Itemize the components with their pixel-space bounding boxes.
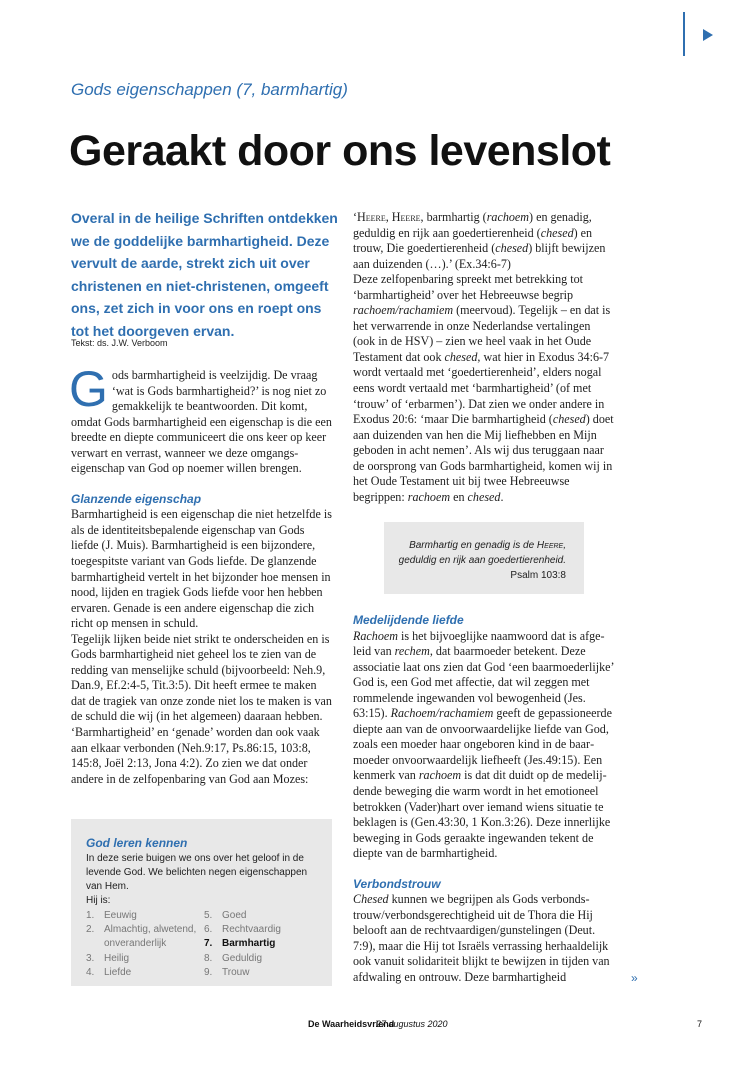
list-item: 8. Geduldig (204, 952, 263, 964)
list-item: 3. Heilig (86, 952, 130, 964)
page-number: 7 (697, 1019, 703, 1029)
list-item: 6. Rechtvaardig (204, 924, 281, 936)
pull-quote-line: geduldig en rijk aan goedertierenheid. (398, 555, 566, 566)
intro-paragraph: Gods barmhartigheid is veelzijdig. De vraag ‘wat is Gods barmhartigheid?’ is nog niet zo gemakkelijk te beantwoorden. Dit komt, omdat Gods barmhartigheid een eigenschap is die een breedte en diepte communiceert die ons keer op keer verwart en verrast, wanneer we deze omgangseigenschap van God op noemer willen brengen. (69, 361, 332, 476)
article-column-3 (353, 613, 615, 986)
publication-date: 27 augustus 2020 (376, 1019, 448, 1029)
sidebar-lead: Hij is: (86, 895, 111, 906)
lead-paragraph: Overal in de heilige Schriften ontdekken we de goddelijke barmhartigheid. Deze vervult de aarde, strekt zich uit over christenen en niet-christenen, omgeeft ons, zet zich in voor ons en roept ons tot het doorgeven ervan. (71, 210, 338, 339)
attributes-list (86, 909, 322, 980)
sidebar-intro: In deze serie buigen we ons over het geloof in de levende God. We belichten negen eigenschappen van Hem. (86, 853, 308, 892)
triangle-right-icon[interactable] (703, 29, 713, 41)
pull-quote-line: Barmhartig en genadig is de Heere, (409, 540, 566, 551)
pull-quote (384, 522, 584, 594)
body-paragraph: Deze zelfopenbaring spreekt met betrekking tot ‘barmhartigheid’ over het Hebreeuwse begrip rachoem/rachamiem (meervoud). Tegelijk – en dat is het verwarrende in onze Nederlandse vertalingen (ook in de HSV) – zien we heel vaak in het Oude Testament dat ook chesed, wat hier in Exodus 34:6-7 wordt vertaald met ‘goedertierenheid’, elders nogal eens wordt vertaald met ‘barmhartigheid’ (of met ‘trouw’ of ‘erbarmen’). Dat zien we onder andere in Exodus 20:6: ‘maar Die barmhartigheid (chesed) doet aan duizenden van hen die Mij liefhebben en Mijn geboden in acht nemen’. Als wij dus teruggaan naar de oorsprong van Gods barmhartigheid, komen wij in het Oude Testament uit bij twee Hebreeuwse begrippen: rachoem en chesed. (353, 272, 614, 504)
list-item: 4. Liefde (86, 966, 132, 978)
section-heading: Glanzende eigenschap (71, 491, 202, 506)
series-sidebar (71, 819, 332, 986)
body-paragraph: Chesed kunnen we begrijpen als Gods verbondstrouw/verbondsgerechtigheid uit de Thora die Hij belooft aan de rechtvaardigen/gunstelingen (Deut. 7:9), maar die Hij tot Israëls verrassing herhaaldelijk ook vanuit solidariteit blijkt te bewijzen in tijden van afdwaling en ontrouw. Deze barmhartigheid (353, 892, 610, 985)
continue-arrow-icon[interactable]: » (631, 971, 638, 985)
page-title: Geraakt door ons levenslot (69, 127, 611, 175)
body-paragraph: Rachoem is het bijvoeglijke naamwoord dat is afgeleid van rechem, dat baarmoeder betekent. Deze associatie laat ons zien dat God ‘een baarmoederlijke’ God is, een God met affectie, dat wil zeggen met rommelende ingewanden vol bewogenheid (Jes. 63:15). Rachoem/rachamiem geeft de gepassioneerde diepte aan van de onvoorwaardelijke liefde van God, zoals een moeder haar ongeboren kind in de baarmoeder onvoorwaardelijk liefheeft (Jes.49:15). Een kenmerk van rachoem is dat dit duidt op de medelijdende beweging die warm wordt in het emotioneel betrokken (Vader)hart over iemand wiens situatie te beklagen is (Gen.43:30, 1 Kon.3:26). Deze innerlijke beweging in Gods geraakte ingewanden tekent de diepte van de barmhartigheid. (353, 628, 614, 861)
list-item: 9. Trouw (204, 966, 250, 978)
list-item-current: 7. Barmhartig (204, 938, 276, 950)
list-item: 1. Eeuwig (86, 910, 137, 921)
nav-divider (683, 12, 685, 56)
drop-cap: G (69, 361, 108, 417)
section-heading: Verbondstrouw (353, 876, 441, 891)
scripture-quote-paragraph: ‘Heere, Heere, barmhartig (rachoem) en genadig, geduldig en rijk aan goedertierenheid (chesed) en trouw, Die goedertierenheid (chesed) blijft bewijzen aan duizenden (…).’ (Ex.34:6-7) (353, 210, 606, 271)
body-paragraph: Barmhartigheid is een eigenschap die niet hetzelfde is als de identiteitsbepalende eigenschap van Gods liefde (J. Muis). Barmhartigheid is een bijzondere, toegespitste variant van Gods liefde. De glanzende barmhartigheid vertelt in het bijzonder hoe mensen in nood, lijden en tragiek Gods liefde voor hen hebben ervaren. Genade is een andere eigenschap die zich richt op mensen in schuld. (71, 507, 332, 631)
article-column-1 (69, 361, 333, 787)
body-paragraph: ‘Barmhartigheid’ en ‘genade’ worden dan ook vaak aan elkaar verbonden (Neh.9:17, Ps.86:15, 103:8, 145:8, Joël 2:13, Jona 4:2). Zo zien we dat onder andere in de zelfopenbaring van God aan Mozes: (71, 725, 320, 786)
series-kicker: Gods eigenschappen (7, barmhartig) (71, 80, 348, 99)
publication-name: De Waarheidsvriend (308, 1019, 395, 1029)
article-column-2 (353, 210, 615, 505)
body-paragraph: Tegelijk lijken beide niet strikt te onderscheiden en is Gods barmhartigheid niet geheel los te zien van de redding van menselijke schuld (bijvoorbeeld: Neh.9, Dan.9, Ef.2:4-5, Tit.3:5). Dit heeft ermee te maken dat de tragiek van onze zonde niet los te maken is van de schuld die wij (in het algemeen) daaraan hebben. (71, 631, 332, 724)
section-heading: Medelijdende liefde (353, 613, 464, 627)
byline: Tekst: ds. J.W. Verboom (71, 338, 168, 348)
sidebar-title: God leren kennen (86, 836, 188, 850)
pull-quote-reference: Psalm 103:8 (510, 570, 566, 581)
list-item: 2. Almachtig, alwetend, onveranderlijk (86, 924, 197, 950)
list-item: 5. Goed (204, 910, 247, 921)
